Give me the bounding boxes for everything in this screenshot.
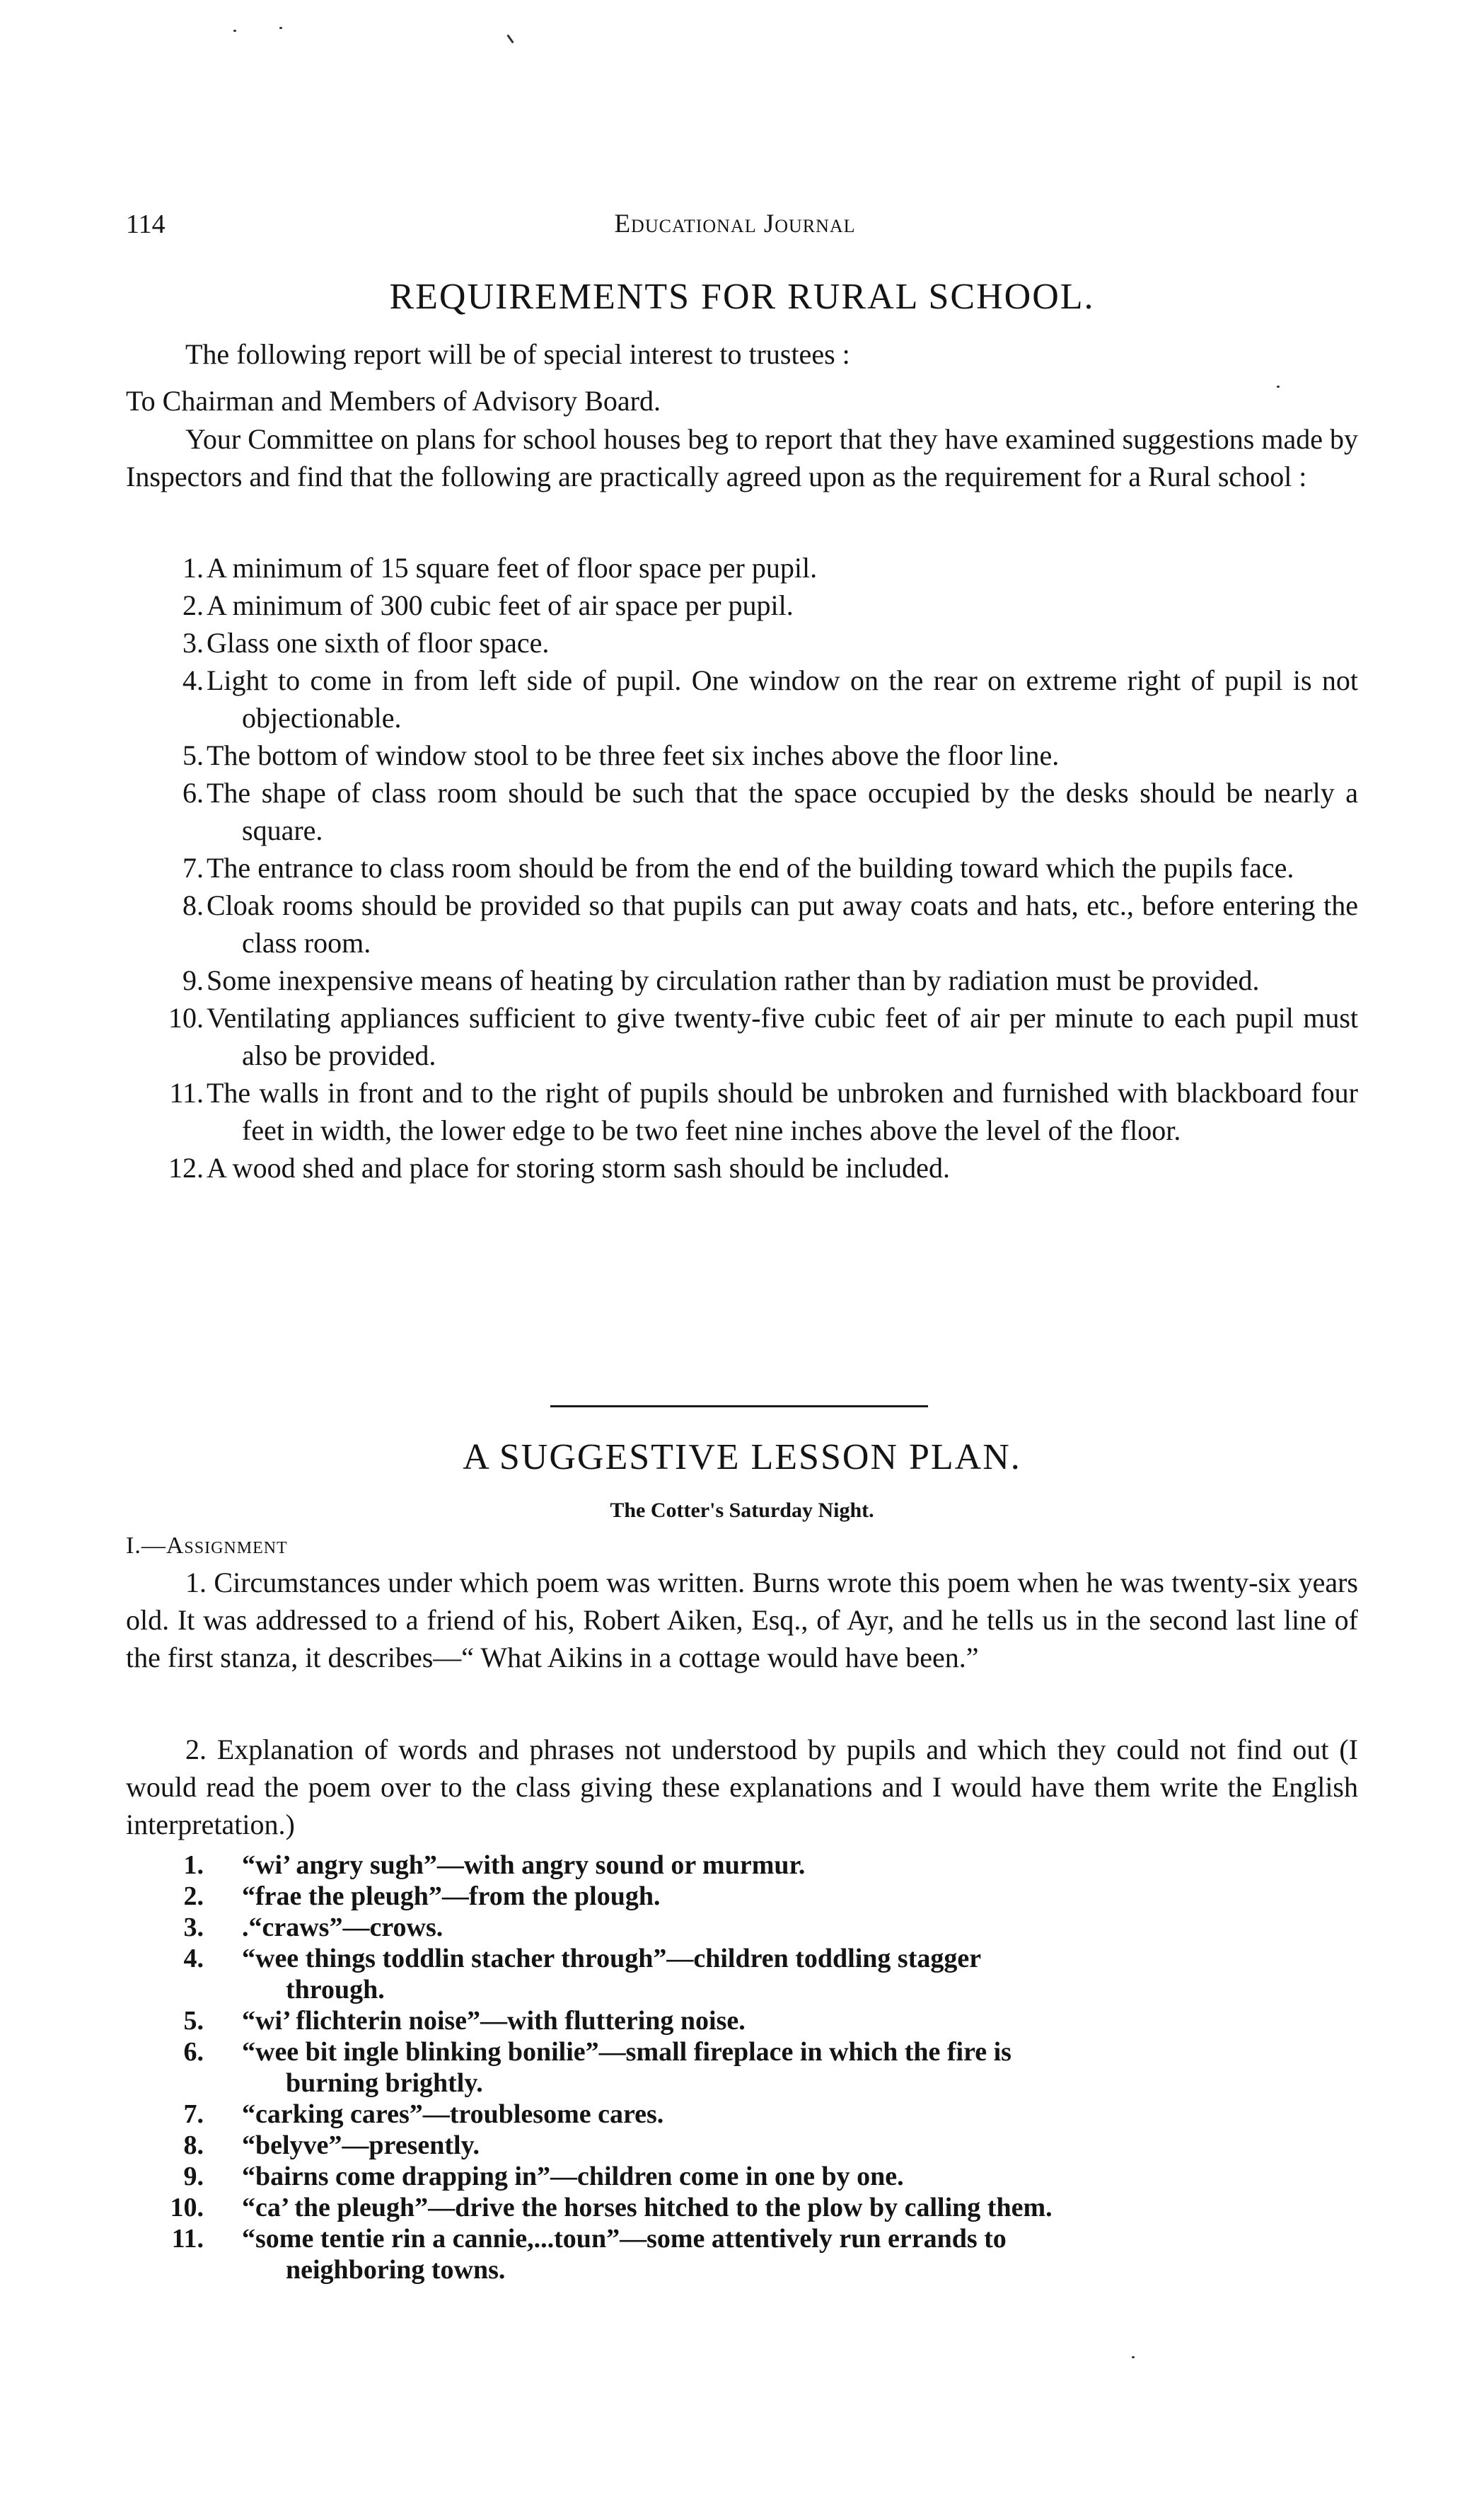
list-item: 2. A minimum of 300 cubic feet of air space per pupil. xyxy=(182,589,794,621)
poem-subtitle: The Cotter's Saturday Night. xyxy=(610,1499,874,1522)
running-header xyxy=(126,209,1344,251)
explanation-paragraph: 2. Explanation of words and phrases not understood by pupils and which they could not find out (I would read the poem over to the class giving these explanations and I would have them write the English interpretation.) xyxy=(126,1734,1358,1840)
page-number: 114 xyxy=(126,209,166,239)
print-speck xyxy=(1132,2356,1135,2358)
list-item: 1. “wi’ angry sugh”—with angry sound or murmur. xyxy=(183,1850,806,1880)
list-item: 4. “wee things toddlin stacher through”—children toddling stagger through. xyxy=(183,1944,982,2005)
list-item: 1. A minimum of 15 square feet of floor space per pupil. xyxy=(182,552,818,584)
requirements-list xyxy=(126,549,1358,1187)
list-item: 9. Some inexpensive means of heating by circulation rather than by radiation must be provided. xyxy=(182,964,1260,996)
address-line: To Chairman and Members of Advisory Board. xyxy=(126,385,661,417)
intro-text: The following report will be of special interest to trustees : xyxy=(185,338,850,370)
list-item: 7. The entrance to class room should be from the end of the building toward which the pupils face. xyxy=(182,852,1294,884)
assignment-heading: I.—Assignment xyxy=(126,1533,288,1559)
list-item: 3. Glass one sixth of floor space. xyxy=(182,627,550,659)
list-item: 8. Cloak rooms should be provided so that pupils can put away coats and hats, etc., before entering the class room. xyxy=(182,889,1358,959)
journal-title: Educational Journal xyxy=(614,209,856,238)
list-item: 12. A wood shed and place for storing storm sash should be included. xyxy=(168,1152,950,1184)
list-item: 8. “belyve”—presently. xyxy=(183,2130,480,2160)
list-item: 6. The shape of class room should be such that the space occupied by the desks should be nearly a square. xyxy=(182,777,1358,846)
list-item: 10. Ventilating appliances sufficient to give twenty-five cubic feet of air per minute to each pupil must also be provided. xyxy=(168,1002,1358,1071)
section-title-lesson-plan: A SUGGESTIVE LESSON PLAN. xyxy=(463,1437,1021,1477)
print-speck xyxy=(233,30,236,32)
glossary-list xyxy=(126,1850,1358,2285)
section-divider xyxy=(550,1405,928,1407)
circumstances-paragraph: 1. Circumstances under which poem was written. Burns wrote this poem when he was twenty-six years old. It was addressed to a friend of his, Robert Aiken, Esq., of Ayr, and he tells us in the second last line of the first stanza, it describes—“ What Aikins in a cottage would have been.” xyxy=(126,1567,1358,1673)
list-item: 3. .“craws”—crows. xyxy=(183,1913,444,1942)
committee-report: Your Committee on plans for school houses beg to report that they have examined suggestions made by Inspectors and find that the following are practically agreed upon as the requirement for a Rural school : xyxy=(126,423,1358,492)
list-item: 6. “wee bit ingle blinking bonilie”—small fireplace in which the fire is burning brightly. xyxy=(183,2037,1011,2098)
list-item: 7. “carking cares”—troublesome cares. xyxy=(183,2099,664,2129)
list-item: 4. Light to come in from left side of pupil. One window on the rear on extreme right of pupil is not objectionable. xyxy=(182,664,1358,734)
list-item: 2. “frae the pleugh”—from the plough. xyxy=(183,1881,661,1911)
print-speck xyxy=(279,27,282,29)
list-item: 5. “wi’ flichterin noise”—with fluttering noise. xyxy=(183,2006,746,2036)
list-item: 5. The bottom of window stool to be three feet six inches above the floor line. xyxy=(182,739,1060,771)
list-item: 11. “some tentie rin a cannie,...toun”—some attentively run errands to neighboring towns. xyxy=(171,2224,1007,2285)
list-item: 10. “ca’ the pleugh”—drive the horses hitched to the plow by calling them. xyxy=(170,2193,1053,2222)
print-speck xyxy=(506,34,514,43)
section-title-requirements: REQUIREMENTS FOR RURAL SCHOOL. xyxy=(389,277,1095,317)
list-item: 11. The walls in front and to the right of pupils should be unbroken and furnished with blackboard four feet in width, the lower edge to be two feet nine inches above the level of the floor. xyxy=(169,1077,1358,1146)
list-item: 9. “bairns come drapping in”—children come in one by one. xyxy=(183,2162,904,2191)
